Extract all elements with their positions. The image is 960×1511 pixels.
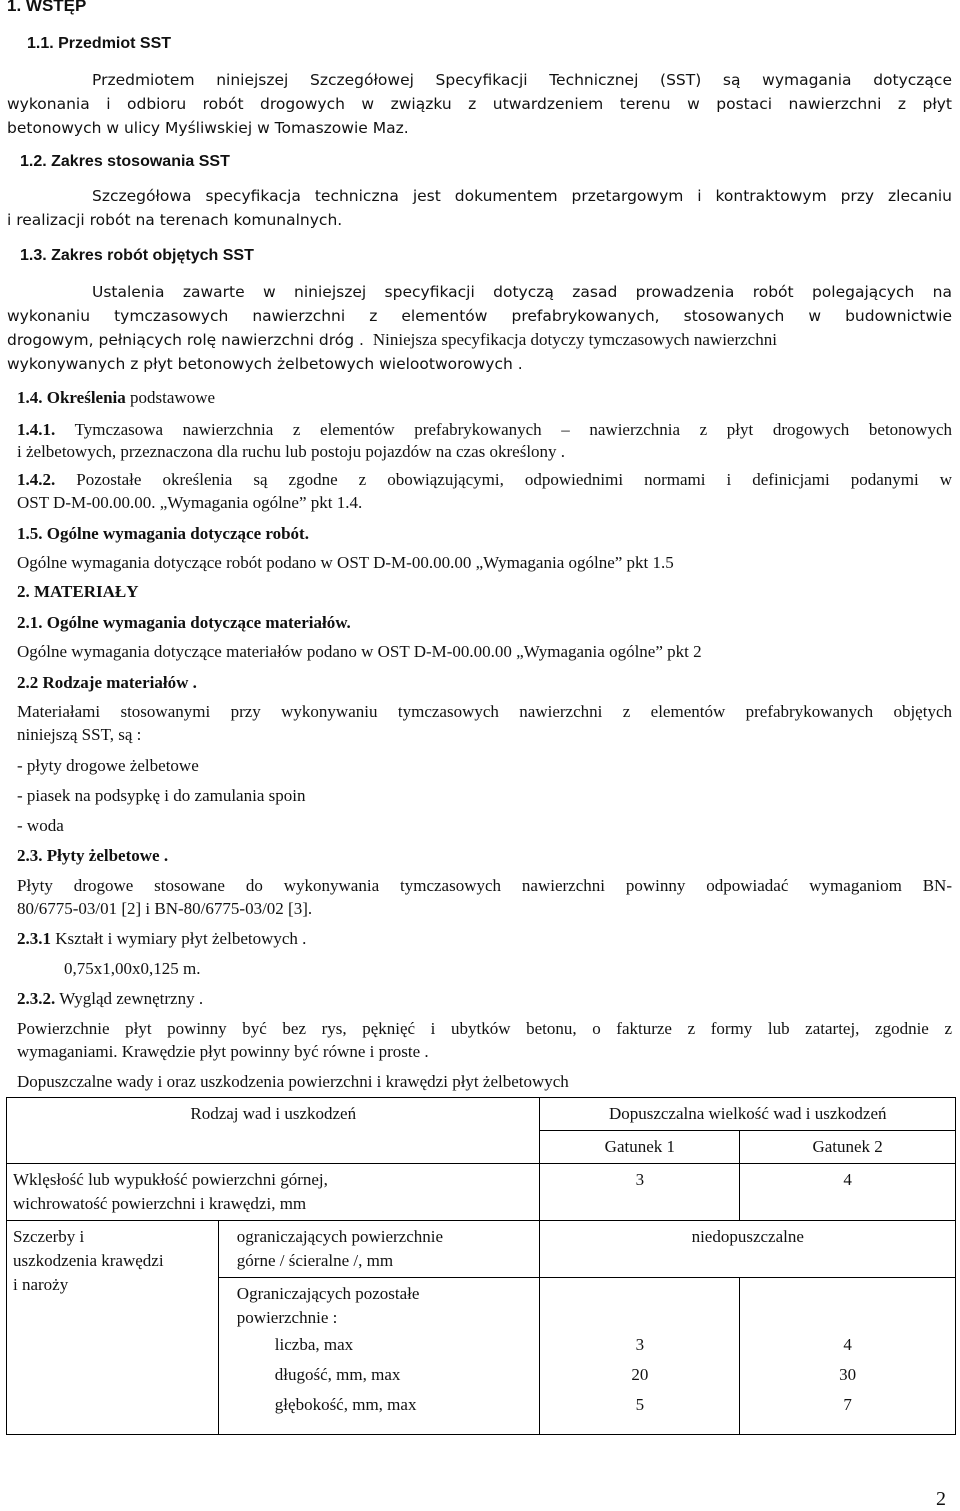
paragraph-line: Powierzchnie płyt powinny być bez rys, pęknięć i ubytków betonu, o fakturze z formy lub zatartej, zgodnie z — [17, 1019, 952, 1038]
heading-bold: Określenia — [46, 388, 126, 407]
subsection-heading: 2.2 Rodzaje materiałów . — [17, 673, 197, 692]
page-number: 2 — [936, 1488, 946, 1510]
heading-number: 2.3.1 — [17, 929, 51, 948]
definition-text: Tymczasowa nawierzchnia z elementów prefabrykowanych – nawierzchnia z płyt drogowych betonowych — [74, 420, 952, 439]
grade-2-value: 4 — [843, 1170, 852, 1189]
paragraph-line: wykonywanych z płyt betonowych żelbetowych wielootworowych . — [7, 355, 523, 373]
grade-2-value: 7 — [843, 1395, 852, 1414]
list-item: - płyty drogowe żelbetowe — [17, 756, 199, 775]
definition-text: Pozostałe określenia są zgodne z obowiązującymi, odpowiednimi normami i definicjami podanymi w — [76, 470, 953, 489]
grade-1-value: 5 — [635, 1395, 645, 1414]
paragraph-line: Ogólne wymagania dotyczące materiałów podano w OST D-M-00.00.00 „Wymagania ogólne” pkt 2 — [17, 642, 702, 661]
measure-label: głębokość, mm, max — [274, 1395, 417, 1414]
paragraph-line: Ogólne wymagania dotyczące robót podano w OST D-M-00.00.00 „Wymagania ogólne” pkt 1.5 — [17, 553, 674, 572]
measure-label: długość, mm, max — [274, 1365, 401, 1384]
defect-subcategory — [219, 1278, 540, 1434]
table-header-cell — [540, 1131, 740, 1164]
table-cell — [7, 1221, 219, 1435]
text-line: i naroży — [13, 1275, 69, 1294]
paragraph-part: Niniejsza specyfikacja dotyczy tymczasowych nawierzchni — [372, 330, 777, 349]
subsection-heading — [17, 388, 215, 408]
paragraph-line: Przedmiotem niniejszej Szczegółowej Specyfikacji Technicznej (SST) są wymagania dotyczące — [92, 71, 952, 89]
subsection-heading: 1.1. Przedmiot SST — [27, 35, 172, 52]
text-line: powierzchnie : — [236, 1308, 338, 1327]
table-cell — [7, 1164, 540, 1221]
definition-number: 1.4.2. — [17, 470, 56, 489]
defect-subcategory — [219, 1221, 540, 1277]
grade-1-value: 3 — [635, 1170, 645, 1189]
paragraph-line: niniejszą SST, są : — [17, 725, 142, 744]
list-item: - woda — [17, 816, 64, 835]
subsection-heading: 2.3. Płyty żelbetowe . — [17, 846, 169, 865]
heading-rest: Kształt i wymiary płyt żelbetowych . — [55, 929, 307, 948]
text-line: Ograniczających pozostałe — [236, 1284, 420, 1303]
table-cell — [740, 1278, 956, 1435]
table-cell — [740, 1164, 956, 1221]
subsection-heading: 1.5. Ogólne wymagania dotyczące robót. — [17, 524, 309, 543]
table-header-cell — [540, 1098, 956, 1131]
grade-2-value: 4 — [843, 1335, 852, 1354]
table-cell — [218, 1278, 540, 1435]
text-line: uszkodzenia krawędzi — [13, 1251, 164, 1270]
paragraph-line: i realizacji robót na terenach komunalnych. — [7, 211, 343, 229]
table-row — [7, 1221, 956, 1278]
grade-2-values — [740, 1326, 955, 1434]
paragraph-line: betonowych w ulicy Myśliwskiej w Tomaszowie Maz. — [7, 119, 409, 137]
paragraph-line: wymaganiami. Krawędzie płyt powinny być równe i proste . — [17, 1042, 429, 1061]
definition-line: OST D-M-00.00.00. „Wymagania ogólne” pkt 1.4. — [17, 493, 363, 512]
defects-table — [6, 1097, 956, 1435]
heading-number: 2.3.2. — [17, 989, 56, 1008]
table-cell — [540, 1221, 956, 1278]
table-header-cell — [740, 1131, 956, 1164]
header-allowed: Dopuszczalna wielkość wad i uszkodzeń — [608, 1104, 887, 1123]
heading-number: 1.4. — [17, 388, 43, 407]
paragraph-line: wykonania i odbioru robót drogowych w związku z utwardzeniem terenu w postaci nawierzchni z płyt — [7, 95, 952, 113]
subsection-heading — [17, 929, 306, 949]
grade-1-values — [540, 1326, 739, 1434]
table-cell — [540, 1278, 740, 1435]
grade-1-header: Gatunek 1 — [604, 1137, 676, 1156]
not-allowed-value: niedopuszczalne — [691, 1227, 804, 1246]
definition-line — [17, 420, 952, 440]
paragraph-line: 80/6775-03/01 [2] i BN-80/6775-03/02 [3]. — [17, 899, 313, 918]
table-caption: Dopuszczalne wady i oraz uszkodzenia powierzchni i krawędzi płyt żelbetowych — [17, 1072, 569, 1091]
paragraph-line: wykonaniu tymczasowych nawierzchni z elementów prefabrykowanych, stosowanych w budownictwie — [7, 307, 952, 325]
definition-line: i żelbetowych, przeznaczona dla ruchu lub postoju pojazdów na czas określony . — [17, 442, 566, 461]
text-line: ograniczających powierzchnie — [236, 1227, 444, 1246]
grade-2-header: Gatunek 2 — [812, 1137, 883, 1156]
table-row — [7, 1164, 956, 1221]
text-line: górne / ścieralne /, mm — [236, 1251, 394, 1270]
list-item: - piasek na podsypkę i do zamulania spoin — [17, 786, 306, 805]
paragraph-line — [7, 330, 777, 350]
measure-label: liczba, max — [274, 1335, 354, 1354]
paragraph-line: Szczegółowa specyfikacja techniczna jest dokumentem przetargowym i kontraktowym przy zlecaniu — [92, 187, 952, 205]
table-cell — [540, 1164, 740, 1221]
text-line: Szczerby i — [13, 1227, 85, 1246]
definition-number: 1.4.1. — [17, 420, 56, 439]
dimension-value: 0,75x1,00x0,125 m. — [64, 959, 201, 978]
paragraph-line: Materiałami stosowanymi przy wykonywaniu tymczasowych nawierzchni z elementów prefabrykowanych objętych — [17, 702, 952, 721]
table-cell — [218, 1221, 540, 1278]
defect-description — [7, 1164, 539, 1220]
grade-2-value: 30 — [839, 1365, 857, 1384]
grade-1-value: 3 — [635, 1335, 645, 1354]
paragraph-part: drogowym, pełniących rolę nawierzchni dróg . — [7, 331, 364, 349]
subsection-heading: 1.3. Zakres robót objętych SST — [20, 247, 254, 264]
header-type: Rodzaj wad i uszkodzeń — [190, 1104, 357, 1123]
heading-rest: Wygląd zewnętrzny . — [59, 989, 204, 1008]
subsection-heading: 2.1. Ogólne wymagania dotyczące materiałów. — [17, 613, 351, 632]
paragraph-line: Płyty drogowe stosowane do wykonywania tymczasowych nawierzchni powinny odpowiadać wymaganiom BN- — [17, 876, 952, 895]
definition-line — [17, 470, 952, 490]
table-header-cell — [7, 1098, 540, 1164]
section-heading: 1. WSTĘP — [7, 0, 87, 15]
text-line: Wklęsłość lub wypukłość powierzchni górnej, — [13, 1170, 328, 1189]
table-row — [7, 1098, 956, 1131]
heading-rest: podstawowe — [130, 388, 216, 407]
section-heading: 2. MATERIAŁY — [17, 582, 139, 601]
grade-1-value: 20 — [631, 1365, 649, 1384]
subsection-heading: 1.2. Zakres stosowania SST — [20, 153, 230, 170]
defect-category — [7, 1221, 218, 1301]
text-line: wichrowatość powierzchni i krawędzi, mm — [13, 1194, 307, 1213]
subsection-heading — [17, 989, 203, 1009]
paragraph-line: Ustalenia zawarte w niniejszej specyfikacji dotyczą zasad prowadzenia robót polegających na — [92, 283, 952, 301]
